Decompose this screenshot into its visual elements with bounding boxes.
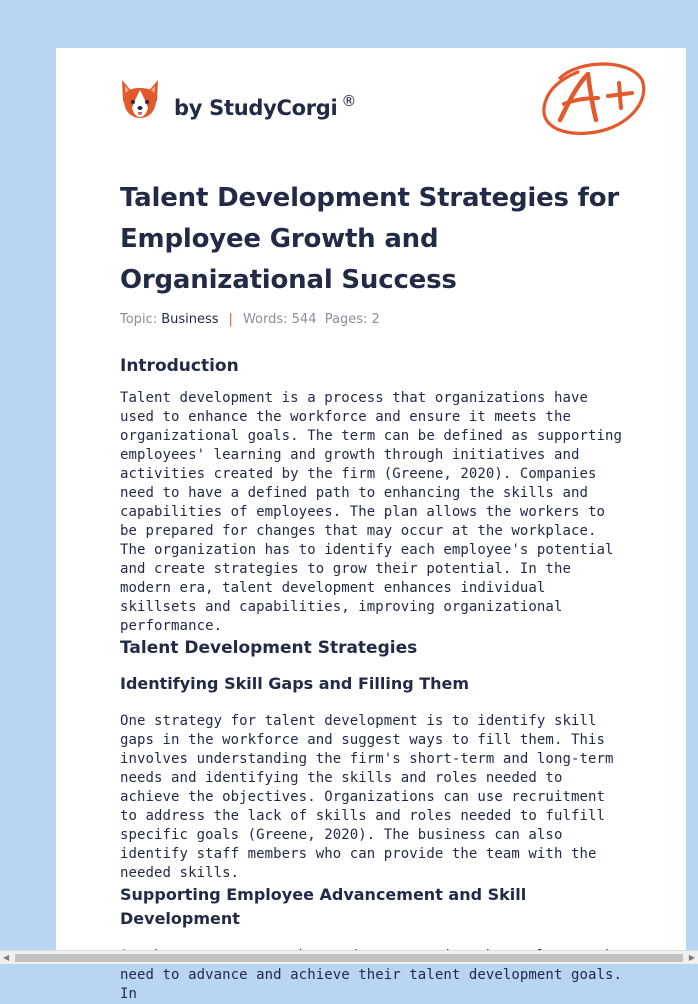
a-plus-grade-icon	[538, 58, 648, 140]
topic-link[interactable]: Business	[161, 312, 219, 327]
pages-label: Pages:	[324, 312, 368, 327]
document-title: Talent Development Strategies for Employee Growth and Organizational Success	[120, 183, 620, 295]
document-page	[56, 48, 686, 1002]
skill-gaps-paragraph: One strategy for talent development is to identify skill gaps in the workforce and suggest ways to fill them. This involves understanding the firm's short-term and long-term needs and identifying the skills and roles needed to achieve the objectives. Organizations can use recruitment to address the lack of skills and roles needed to fulfill specific goals (Greene, 2020). The business can also identify staff members who can provide the team with the needed skills.	[120, 713, 614, 881]
document-meta	[120, 312, 380, 327]
subheading-skill-gaps: Identifying Skill Gaps and Filling Them	[120, 674, 470, 693]
scroll-right-icon[interactable]: ▶	[688, 953, 695, 962]
studycorgi-logo[interactable]	[120, 76, 356, 122]
scrollbar-thumb[interactable]	[15, 954, 683, 962]
scroll-left-icon[interactable]: ◀	[3, 953, 10, 962]
document-body	[120, 354, 630, 1004]
section-heading-strategies: Talent Development Strategies	[120, 638, 418, 658]
subheading-employee-advancement: Supporting Employee Advancement and Skill Development	[120, 885, 527, 928]
topic-label: Topic:	[120, 312, 158, 327]
words-label: Words:	[242, 312, 288, 327]
section-heading-introduction: Introduction	[120, 356, 239, 376]
meta-separator: |	[228, 312, 233, 327]
horizontal-scrollbar[interactable]	[0, 950, 698, 964]
advancement-paragraph: need to advance and achieve their talent development goals. In	[120, 967, 623, 1002]
corgi-icon	[120, 76, 160, 122]
pages-value: 2	[371, 312, 380, 327]
registered-mark: ®	[341, 92, 357, 110]
intro-paragraph: Talent development is a process that organizations have used to enhance the workforce and ensure it meets the organizational goals. The term can be defined as supporting employees' learning and growth through initiatives and activities created by the firm (Greene, 2020). Companies need to have a defined path to enhancing the skills and capabilities of employees. The plan allows the workers to be prepared for changes that may occur at the workplace. The organization has to identify each employee's potential and create strategies to grow their potential. In the modern era, talent development enhances individual skillsets and capabilities, improving organizational performance.	[120, 390, 623, 634]
brand-name: by StudyCorgi ®	[174, 92, 357, 120]
words-value: 544	[291, 312, 317, 327]
